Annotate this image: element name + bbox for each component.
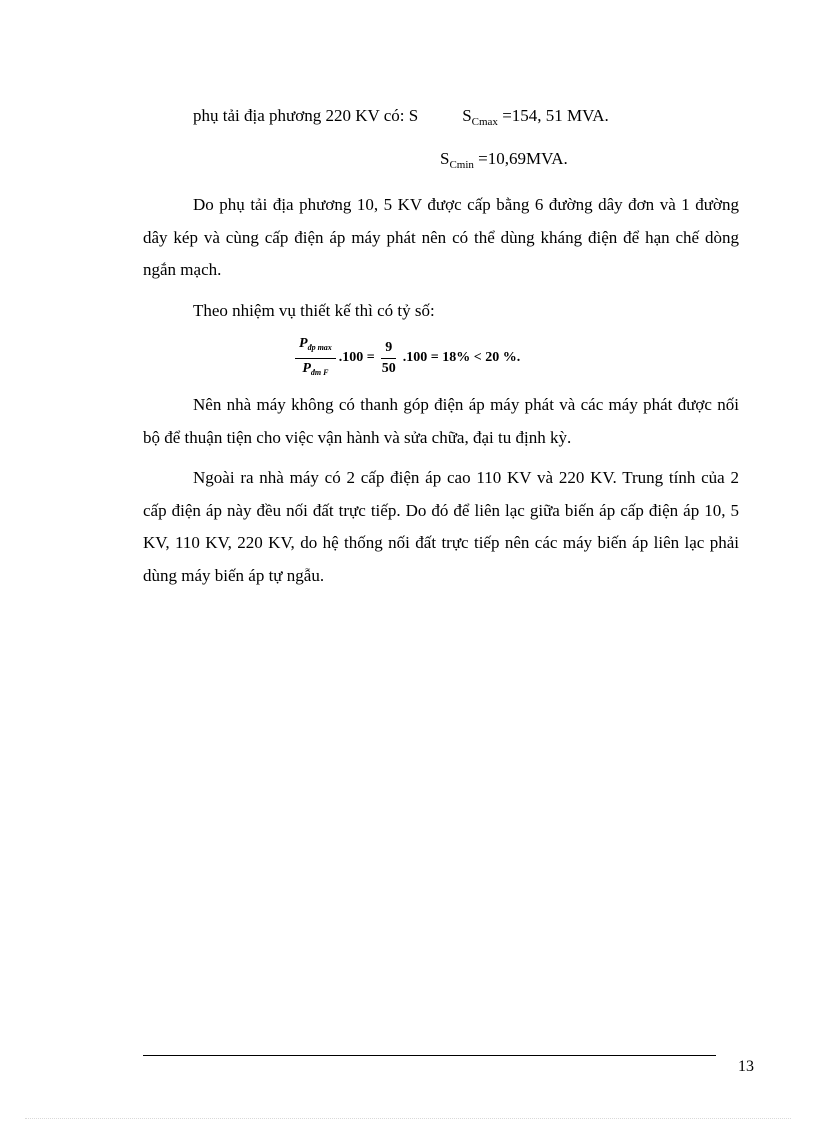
formula-den-sub: đm F xyxy=(310,367,329,377)
s-cmax-subscript: Cmax xyxy=(471,116,498,128)
formula-frac2-den: 50 xyxy=(381,360,396,376)
s-cmin-subscript: Cmin xyxy=(449,158,474,171)
formula-fraction-power xyxy=(295,335,336,382)
page-body xyxy=(143,100,739,592)
formula-frac2-num: 9 xyxy=(381,339,396,359)
paragraph-autotransformer: Ngoài ra nhà máy có 2 cấp điện áp cao 110 KV và 220 KV. Trung tính của 2 cấp điện áp này đều nối đất trực tiếp. Do đó để liên lạc giữa biến áp cấp điện áp 10, 5 KV, 110 KV, 220 KV, do hệ thống nối đất trực tiếp nên các máy biến áp liên lạc phải dùng máy biến áp tự ngẫu. xyxy=(143,468,739,585)
formula-num-var: P xyxy=(299,335,308,351)
paragraph-no-busbar: Nên nhà máy không có thanh góp điện áp máy phát và các máy phát được nối bộ để thuận tiện cho việc vận hành và sửa chữa, đại tu định kỳ. xyxy=(143,395,739,447)
s-cmax-label: S xyxy=(462,106,472,125)
footer-divider xyxy=(143,1055,716,1056)
local-load-220kv-text: phụ tải địa phương 220 KV có: S xyxy=(193,106,419,125)
s-cmin-label: S xyxy=(440,148,450,168)
formula-times-100: .100 = xyxy=(338,350,375,365)
formula-num-sub: đp max xyxy=(307,342,332,352)
s-cmin-value: =10,69MVA. xyxy=(473,148,568,168)
paragraph-ratio-intro: Theo nhiệm vụ thiết kế thì có tỷ số: xyxy=(193,300,435,320)
formula-result: .100 = 18% < 20 %. xyxy=(402,350,521,365)
s-cmax-value: =154, 51 MVA. xyxy=(497,106,609,125)
formula-fraction-values xyxy=(378,339,400,378)
formula-den-var: P xyxy=(302,360,311,376)
formula-denominator xyxy=(298,359,332,382)
ratio-formula xyxy=(143,337,739,379)
s-cmin-line xyxy=(143,143,739,182)
page-bottom-edge xyxy=(25,1118,791,1119)
formula-numerator xyxy=(295,335,336,359)
paragraph-reactor: Do phụ tải địa phương 10, 5 KV được cấp bằng 6 đường dây đơn và 1 đường dây kép và cùng cấp điện áp máy phát nên có thể dùng kháng điện để hạn chế dòng ngắn mạch. xyxy=(143,195,739,279)
page-number: 13 xyxy=(738,1058,754,1075)
local-load-220kv-line xyxy=(143,100,739,139)
